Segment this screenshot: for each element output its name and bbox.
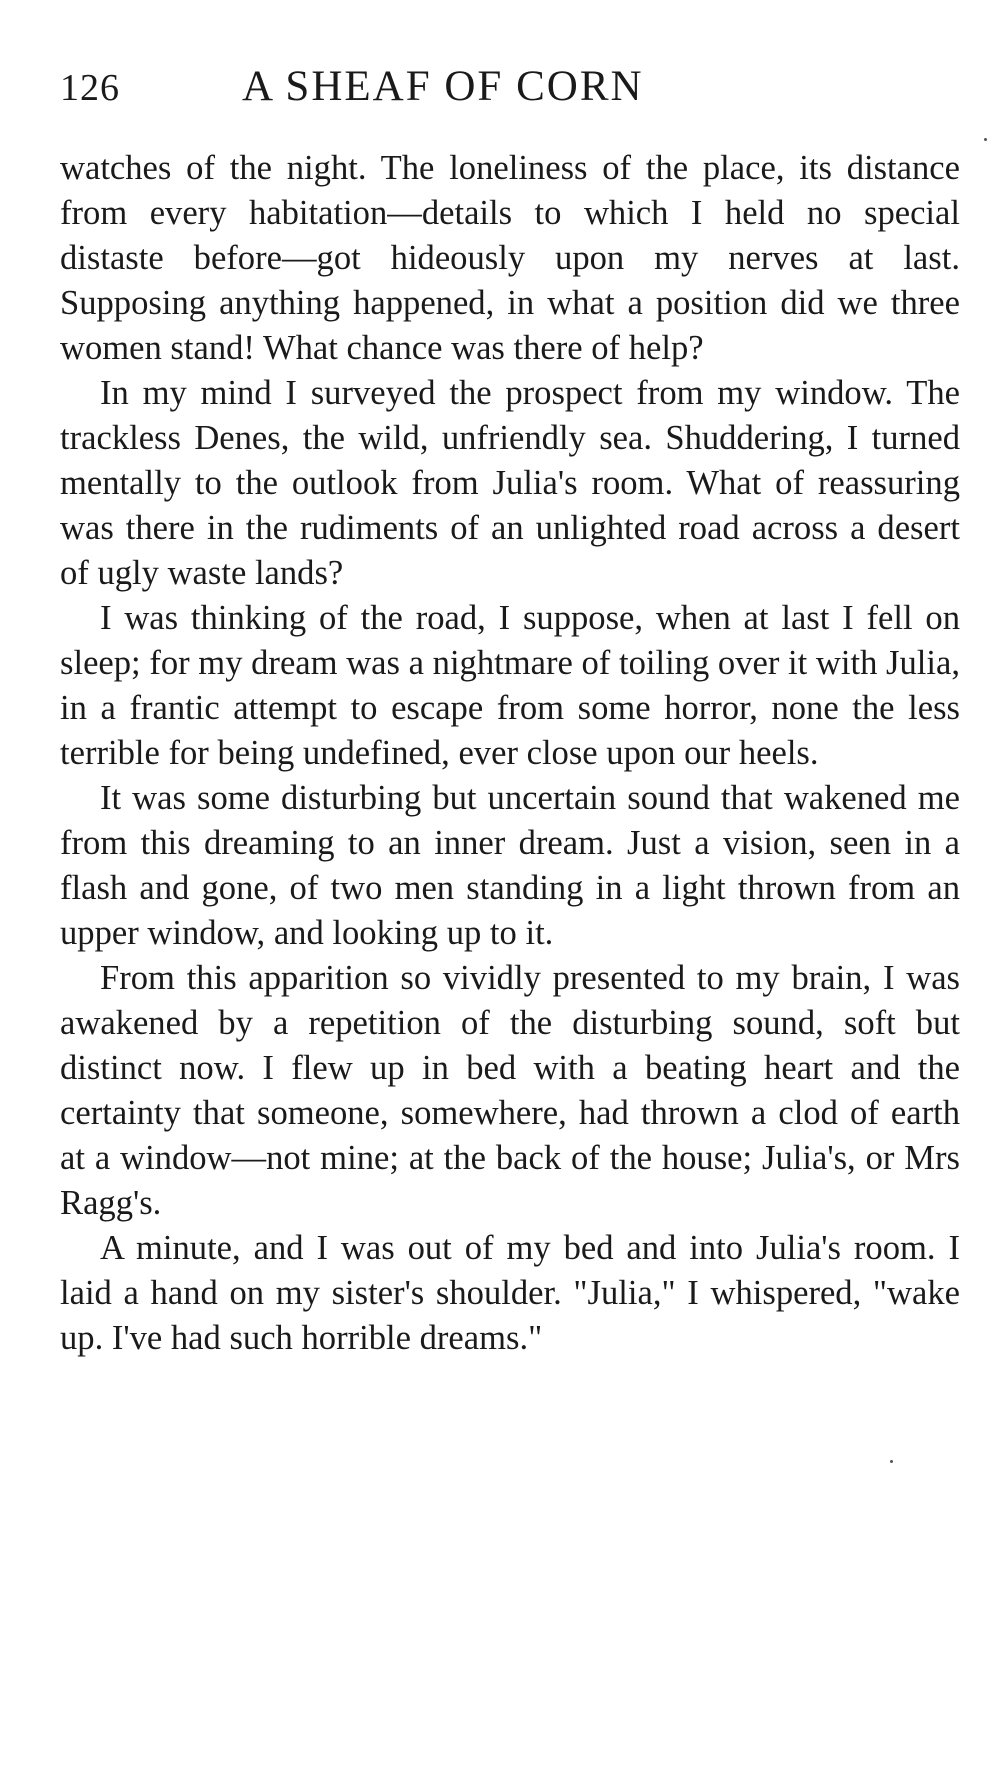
ink-speck (984, 138, 987, 141)
ink-speck (890, 1460, 893, 1463)
running-title: A SHEAF OF CORN (242, 63, 644, 110)
paragraph-4: It was some disturbing but uncertain sound that wakened me from this dreaming to an inner dream. Just a vision, seen in a flash and gone, of two men standing in a light thrown from an upper window, and looking up to it. (60, 779, 960, 952)
paragraph-1: watches of the night. The loneliness of the place, its distance from every habitation—details to which I held no special distaste before—got hideously upon my nerves at last. Supposing anything happened, in what a position did we three women stand! What chance was there of help? (60, 149, 960, 367)
body-text (60, 146, 960, 1361)
paragraph-6: A minute, and I was out of my bed and into Julia's room. I laid a hand on my sister's shoulder. "Julia," I whispered, "wake up. I've had such horrible dreams." (60, 1229, 960, 1357)
paragraph-2: In my mind I surveyed the prospect from my window. The trackless Denes, the wild, unfriendly sea. Shuddering, I turned mentally to the outlook from Julia's room. What of reassuring was there in the rudiments of an unlighted road across a desert of ugly waste lands? (60, 374, 960, 592)
page-number: 126 (60, 67, 120, 109)
page-header (60, 63, 960, 126)
paragraph-3: I was thinking of the road, I suppose, when at last I fell on sleep; for my dream was a nightmare of toiling over it with Julia, in a frantic attempt to escape from some horror, none the less terrible for being undefined, ever close upon our heels. (60, 599, 960, 772)
paragraph-5: From this apparition so vividly presented to my brain, I was awakened by a repetition of the disturbing sound, soft but distinct now. I flew up in bed with a beating heart and the certainty that someone, somewhere, had thrown a clod of earth at a window—not mine; at the back of the house; Julia's, or Mrs Ragg's. (60, 959, 960, 1222)
